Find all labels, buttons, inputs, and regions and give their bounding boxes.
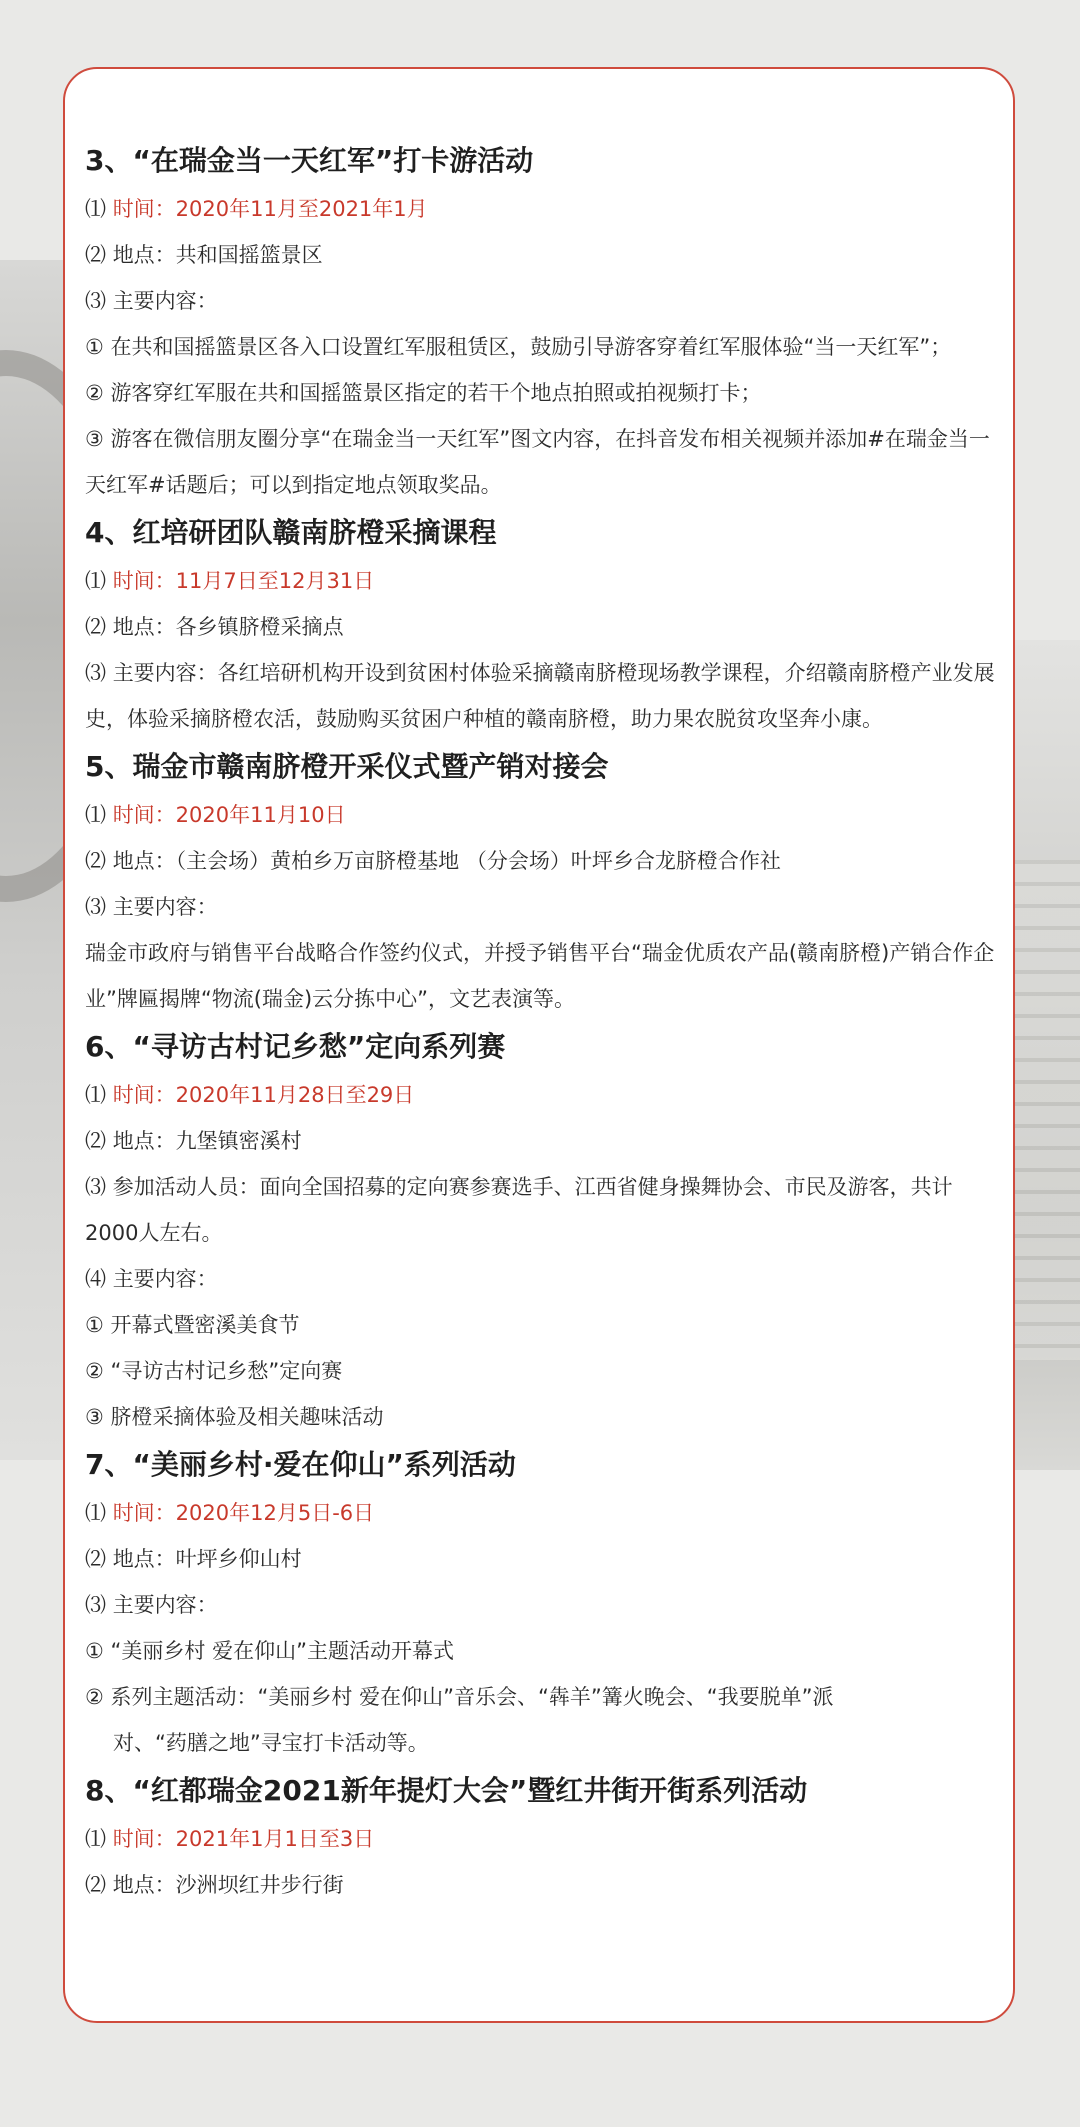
line-text: 游客在微信朋友圈分享“在瑞金当一天红军”图文内容，在抖音发布相关视频并添加#在瑞金当一天红军#话题后；可以到指定地点领取奖品。 [85, 427, 990, 497]
section-line [85, 186, 995, 232]
section-line [85, 1862, 995, 1908]
line-text: 主要内容： [112, 895, 218, 919]
line-text: 地点：各乡镇脐橙采摘点 [112, 615, 344, 639]
line-text: 地点：共和国摇篮景区 [112, 243, 323, 267]
line-time-text: 时间：11月7日至12月31日 [112, 569, 375, 593]
line-number: ⑴ [85, 569, 113, 593]
section-line [85, 1164, 995, 1256]
line-text: 地点：九堡镇密溪村 [112, 1129, 302, 1153]
line-number: ⑵ [85, 243, 113, 267]
section-line [85, 1582, 995, 1628]
section-line [85, 416, 995, 508]
section-title: 5、瑞金市赣南脐橙开采仪式暨产销对接会 [85, 750, 609, 783]
line-number: ⑴ [85, 197, 113, 221]
background-stairs [1010, 860, 1080, 1360]
line-time-text: 时间：2020年11月28日至29日 [112, 1083, 415, 1107]
line-time-text: 时间：2020年12月5日-6日 [112, 1501, 375, 1525]
section-line [85, 1490, 995, 1536]
line-number: ⑶ [85, 661, 113, 685]
section-line [85, 1348, 995, 1394]
line-text: 系列主题活动：“美丽乡村 爱在仰山”音乐会、“犇羊”篝火晚会、“我要脱单”派 [110, 1685, 834, 1709]
line-text: 参加活动人员：面向全国招募的定向赛参赛选手、江西省健身操舞协会、市民及游客，共计2000人左右。 [85, 1175, 953, 1245]
section-title: 7、“美丽乡村·爱在仰山”系列活动 [85, 1448, 516, 1481]
section-line [85, 1072, 995, 1118]
line-time-text: 时间：2020年11月10日 [112, 803, 346, 827]
line-text: 开幕式暨密溪美食节 [110, 1313, 300, 1337]
section-title: 8、“红都瑞金2021新年提灯大会”暨红井街开街系列活动 [85, 1774, 808, 1807]
section-line [85, 1256, 995, 1302]
section-line [85, 838, 995, 884]
line-number: ⑶ [85, 289, 113, 313]
line-text: 脐橙采摘体验及相关趣味活动 [110, 1405, 384, 1429]
line-number: ⑶ [85, 1593, 113, 1617]
line-number: ② [85, 1685, 111, 1709]
line-number: ⑵ [85, 615, 113, 639]
line-number: ③ [85, 1405, 111, 1429]
section-line [85, 1816, 995, 1862]
section-title: 4、红培研团队赣南脐橙采摘课程 [85, 516, 497, 549]
line-number: ⑵ [85, 1547, 113, 1571]
line-number: ⑵ [85, 1873, 113, 1897]
line-number: ② [85, 381, 111, 405]
line-number: ① [85, 1639, 111, 1663]
section-title: 3、“在瑞金当一天红军”打卡游活动 [85, 144, 534, 177]
line-number: ⑷ [85, 1267, 113, 1291]
line-text: 游客穿红军服在共和国摇篮景区指定的若干个地点拍照或拍视频打卡； [110, 381, 762, 405]
line-text: 在共和国摇篮景区各入口设置红军服租赁区，鼓励引导游客穿着红军服体验“当一天红军”； [110, 335, 952, 359]
line-number: ③ [85, 427, 111, 451]
section-line [85, 1536, 995, 1582]
section-line [85, 650, 995, 742]
section-line [85, 792, 995, 838]
line-number: ① [85, 335, 111, 359]
line-text: 主要内容：各红培研机构开设到贫困村体验采摘赣南脐橙现场教学课程，介绍赣南脐橙产业发展史，体验采摘脐橙农活，鼓励购买贫困户种植的赣南脐橙，助力果农脱贫攻坚奔小康。 [85, 661, 995, 731]
section-line [85, 278, 995, 324]
line-time-text: 时间：2020年11月至2021年1月 [112, 197, 428, 221]
line-text: “寻访古村记乡愁”定向赛 [110, 1359, 343, 1383]
line-number: ② [85, 1359, 111, 1383]
line-number: ⑵ [85, 849, 113, 873]
line-number: ⑴ [85, 1827, 113, 1851]
line-number: ⑶ [85, 1175, 113, 1199]
section-line [85, 558, 995, 604]
line-text: “美丽乡村 爱在仰山”主题活动开幕式 [110, 1639, 454, 1663]
section-line [85, 1720, 995, 1766]
section-line [85, 324, 995, 370]
section-line [85, 1118, 995, 1164]
document-content [85, 136, 995, 1908]
line-text: 地点：（主会场）黄柏乡万亩脐橙基地 （分会场）叶坪乡合龙脐橙合作社 [112, 849, 781, 873]
line-number: ⑴ [85, 1083, 113, 1107]
section-title: 6、“寻访古村记乡愁”定向系列赛 [85, 1030, 506, 1063]
section-line [85, 1394, 995, 1440]
section-line [85, 370, 995, 416]
line-number: ⑶ [85, 895, 113, 919]
line-text: 主要内容： [112, 1267, 218, 1291]
line-text: 对、“药膳之地”寻宝打卡活动等。 [113, 1731, 429, 1755]
section-line [85, 232, 995, 278]
section-line [85, 884, 995, 930]
background-left-decor [0, 260, 70, 1460]
line-text: 主要内容： [112, 1593, 218, 1617]
section-line [85, 604, 995, 650]
line-text: 地点：沙洲坝红井步行街 [112, 1873, 344, 1897]
line-text: 主要内容： [112, 289, 218, 313]
line-number: ⑴ [85, 803, 113, 827]
line-time-text: 时间：2021年1月1日至3日 [112, 1827, 375, 1851]
line-text: 地点：叶坪乡仰山村 [112, 1547, 302, 1571]
background-right-decor [1010, 640, 1080, 1470]
section-line [85, 930, 995, 1022]
section-line [85, 1628, 995, 1674]
section-line [85, 1302, 995, 1348]
line-number: ⑴ [85, 1501, 113, 1525]
section-line [85, 1674, 995, 1720]
line-number: ⑵ [85, 1129, 113, 1153]
line-text: 瑞金市政府与销售平台战略合作签约仪式，并授予销售平台“瑞金优质农产品(赣南脐橙)产销合作企业”牌匾揭牌“物流(瑞金)云分拣中心”，文艺表演等。 [85, 941, 995, 1011]
line-number: ① [85, 1313, 111, 1337]
